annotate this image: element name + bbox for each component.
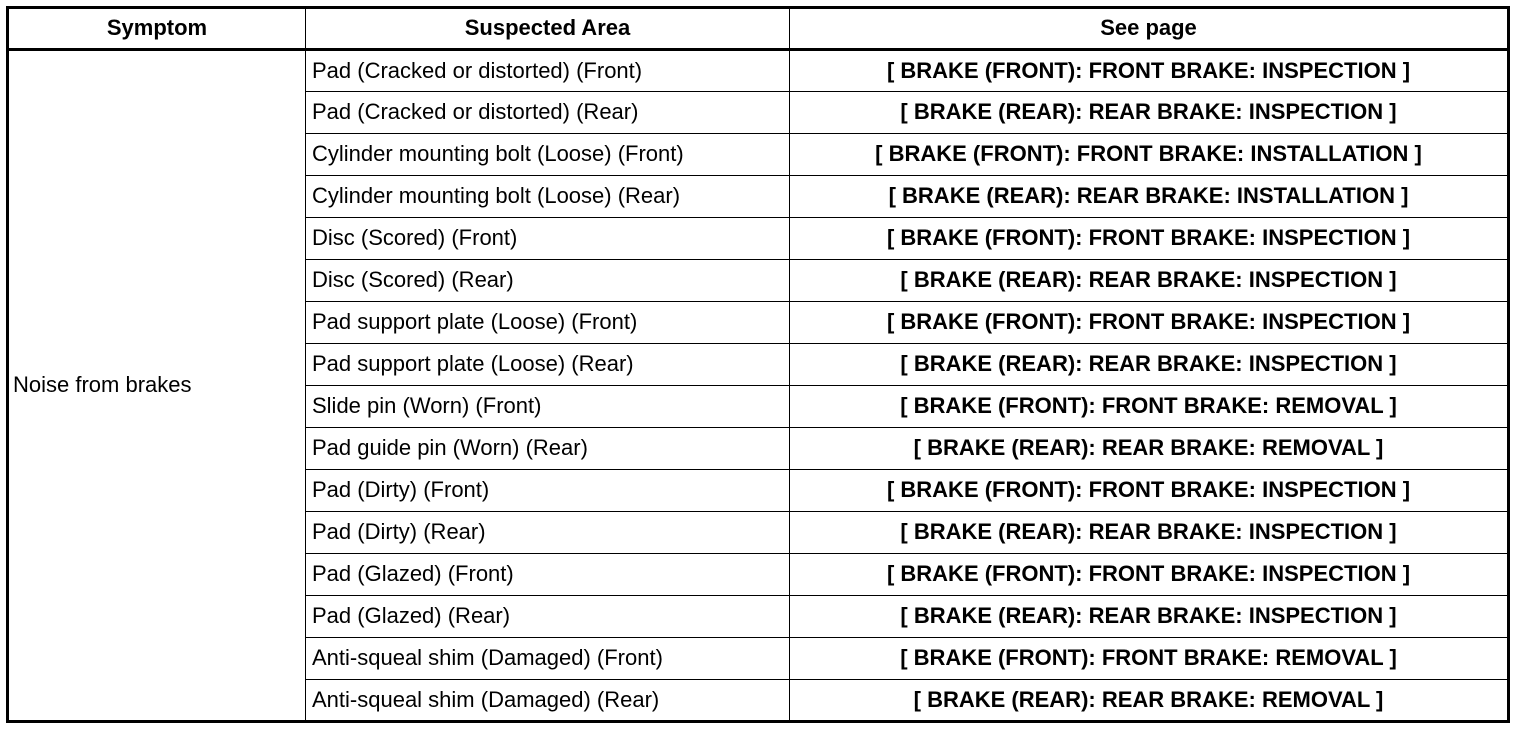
see-page-reference[interactable]: [ BRAKE (REAR): REAR BRAKE: REMOVAL ] xyxy=(790,680,1509,722)
see-page-reference[interactable]: [ BRAKE (REAR): REAR BRAKE: INSTALLATION ] xyxy=(790,176,1509,218)
see-page-reference[interactable]: [ BRAKE (FRONT): FRONT BRAKE: INSTALLATION ] xyxy=(790,134,1509,176)
suspected-area-cell: Pad (Glazed) (Rear) xyxy=(306,596,790,638)
see-page-reference[interactable]: [ BRAKE (FRONT): FRONT BRAKE: INSPECTION ] xyxy=(790,218,1509,260)
see-page-reference[interactable]: [ BRAKE (REAR): REAR BRAKE: REMOVAL ] xyxy=(790,428,1509,470)
suspected-area-cell: Anti-squeal shim (Damaged) (Rear) xyxy=(306,680,790,722)
suspected-area-cell: Pad (Dirty) (Front) xyxy=(306,470,790,512)
see-page-reference[interactable]: [ BRAKE (FRONT): FRONT BRAKE: REMOVAL ] xyxy=(790,386,1509,428)
see-page-reference[interactable]: [ BRAKE (REAR): REAR BRAKE: INSPECTION ] xyxy=(790,92,1509,134)
see-page-reference[interactable]: [ BRAKE (REAR): REAR BRAKE: INSPECTION ] xyxy=(790,260,1509,302)
see-page-reference[interactable]: [ BRAKE (FRONT): FRONT BRAKE: INSPECTION ] xyxy=(790,470,1509,512)
troubleshooting-table xyxy=(6,6,1510,723)
suspected-area-cell: Disc (Scored) (Front) xyxy=(306,218,790,260)
see-page-reference[interactable]: [ BRAKE (REAR): REAR BRAKE: INSPECTION ] xyxy=(790,512,1509,554)
header-symptom: Symptom xyxy=(8,8,306,50)
table-row xyxy=(8,50,1509,92)
suspected-area-cell: Pad support plate (Loose) (Front) xyxy=(306,302,790,344)
suspected-area-cell: Anti-squeal shim (Damaged) (Front) xyxy=(306,638,790,680)
see-page-reference[interactable]: [ BRAKE (FRONT): FRONT BRAKE: INSPECTION ] xyxy=(790,302,1509,344)
suspected-area-cell: Disc (Scored) (Rear) xyxy=(306,260,790,302)
suspected-area-cell: Pad (Cracked or distorted) (Rear) xyxy=(306,92,790,134)
symptom-cell: Noise from brakes xyxy=(8,50,306,722)
suspected-area-cell: Pad (Cracked or distorted) (Front) xyxy=(306,50,790,92)
suspected-area-cell: Cylinder mounting bolt (Loose) (Front) xyxy=(306,134,790,176)
see-page-reference[interactable]: [ BRAKE (REAR): REAR BRAKE: INSPECTION ] xyxy=(790,596,1509,638)
suspected-area-cell: Pad guide pin (Worn) (Rear) xyxy=(306,428,790,470)
see-page-reference[interactable]: [ BRAKE (FRONT): FRONT BRAKE: REMOVAL ] xyxy=(790,638,1509,680)
header-row xyxy=(8,8,1509,50)
header-suspected-area: Suspected Area xyxy=(306,8,790,50)
suspected-area-cell: Pad support plate (Loose) (Rear) xyxy=(306,344,790,386)
suspected-area-cell: Pad (Dirty) (Rear) xyxy=(306,512,790,554)
suspected-area-cell: Slide pin (Worn) (Front) xyxy=(306,386,790,428)
see-page-reference[interactable]: [ BRAKE (FRONT): FRONT BRAKE: INSPECTION ] xyxy=(790,50,1509,92)
suspected-area-cell: Pad (Glazed) (Front) xyxy=(306,554,790,596)
header-see-page: See page xyxy=(790,8,1509,50)
table-body xyxy=(8,50,1509,722)
see-page-reference[interactable]: [ BRAKE (REAR): REAR BRAKE: INSPECTION ] xyxy=(790,344,1509,386)
suspected-area-cell: Cylinder mounting bolt (Loose) (Rear) xyxy=(306,176,790,218)
see-page-reference[interactable]: [ BRAKE (FRONT): FRONT BRAKE: INSPECTION ] xyxy=(790,554,1509,596)
